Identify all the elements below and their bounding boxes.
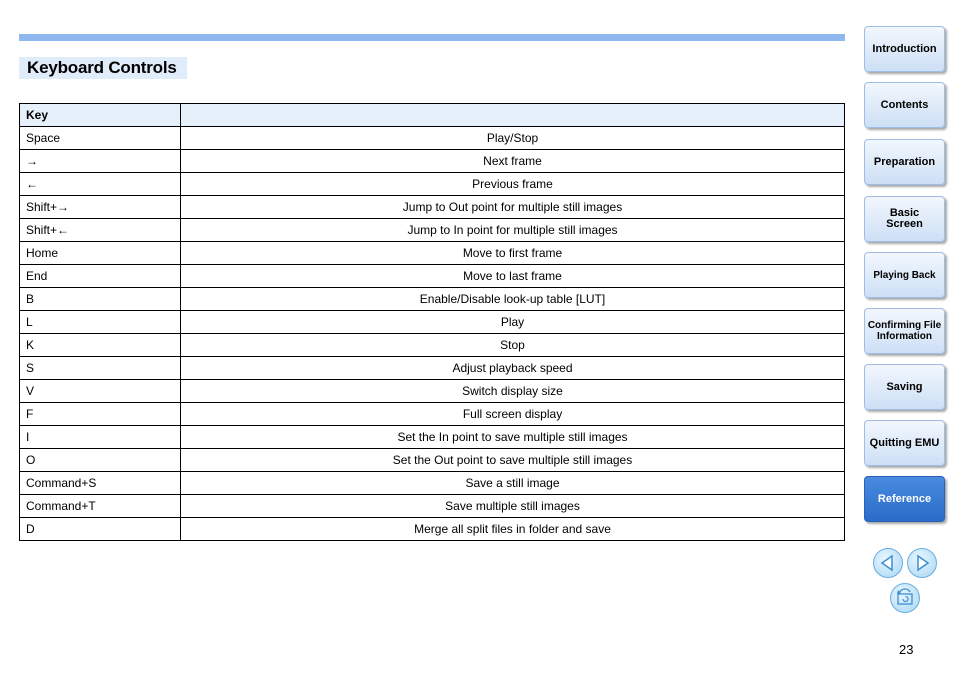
table-row	[20, 403, 845, 426]
action-cell: Set the Out point to save multiple still images	[181, 449, 845, 472]
table-row	[20, 334, 845, 357]
key-cell: Command+S	[20, 472, 181, 495]
table-row	[20, 495, 845, 518]
action-cell: Previous frame	[181, 173, 845, 196]
action-cell: Jump to Out point for multiple still images	[181, 196, 845, 219]
nav-playing-back-button[interactable]: Playing Back	[864, 252, 945, 298]
key-cell: →	[20, 150, 181, 173]
key-cell: ←	[20, 173, 181, 196]
key-cell: D	[20, 518, 181, 541]
table-row	[20, 265, 845, 288]
table-row	[20, 173, 845, 196]
nav-contents-button[interactable]: Contents	[864, 82, 945, 128]
action-cell: Save a still image	[181, 472, 845, 495]
nav-confirming-file-information-button[interactable]: Confirming File Information	[864, 308, 945, 354]
action-cell: Merge all split files in folder and save	[181, 518, 845, 541]
table-row	[20, 196, 845, 219]
page-number: 23	[899, 642, 914, 657]
key-cell: Command+T	[20, 495, 181, 518]
key-cell: S	[20, 357, 181, 380]
nav-basic-screen-button[interactable]: Basic Screen	[864, 196, 945, 242]
nav-introduction-button[interactable]: Introduction	[864, 26, 945, 72]
table-row	[20, 357, 845, 380]
key-cell: I	[20, 426, 181, 449]
table-row	[20, 380, 845, 403]
table-row	[20, 518, 845, 541]
key-cell: Shift+←	[20, 219, 181, 242]
nav-saving-button[interactable]: Saving	[864, 364, 945, 410]
arrow-right-icon	[908, 549, 936, 577]
arrow-left-icon	[874, 549, 902, 577]
action-cell: Enable/Disable look-up table [LUT]	[181, 288, 845, 311]
table-row	[20, 127, 845, 150]
table-row	[20, 242, 845, 265]
action-cell: Adjust playback speed	[181, 357, 845, 380]
key-cell: F	[20, 403, 181, 426]
table-row	[20, 426, 845, 449]
previous-page-button[interactable]	[873, 548, 903, 578]
action-cell: Set the In point to save multiple still images	[181, 426, 845, 449]
nav-preparation-button[interactable]: Preparation	[864, 139, 945, 185]
key-cell: L	[20, 311, 181, 334]
key-cell: Shift+→	[20, 196, 181, 219]
action-cell: Switch display size	[181, 380, 845, 403]
table-row	[20, 150, 845, 173]
page-title: Keyboard Controls	[19, 57, 187, 79]
key-cell: K	[20, 334, 181, 357]
key-cell: B	[20, 288, 181, 311]
table-row	[20, 288, 845, 311]
key-cell: V	[20, 380, 181, 403]
action-cell: Move to last frame	[181, 265, 845, 288]
table-header-row	[20, 104, 845, 127]
return-icon	[891, 584, 919, 612]
top-accent-bar	[19, 34, 845, 41]
key-cell: End	[20, 265, 181, 288]
header-key: Key	[20, 104, 181, 127]
table-row	[20, 472, 845, 495]
nav-quitting-emu-button[interactable]: Quitting EMU	[864, 420, 945, 466]
table-row	[20, 449, 845, 472]
keyboard-controls-table	[19, 103, 845, 541]
action-cell: Play/Stop	[181, 127, 845, 150]
action-cell: Full screen display	[181, 403, 845, 426]
key-cell: O	[20, 449, 181, 472]
return-button[interactable]	[890, 583, 920, 613]
table-row	[20, 311, 845, 334]
action-cell: Stop	[181, 334, 845, 357]
action-cell: Jump to In point for multiple still images	[181, 219, 845, 242]
action-cell: Next frame	[181, 150, 845, 173]
header-action	[181, 104, 845, 127]
action-cell: Play	[181, 311, 845, 334]
action-cell: Save multiple still images	[181, 495, 845, 518]
key-cell: Space	[20, 127, 181, 150]
action-cell: Move to first frame	[181, 242, 845, 265]
nav-reference-button[interactable]: Reference	[864, 476, 945, 522]
table-row	[20, 219, 845, 242]
key-cell: Home	[20, 242, 181, 265]
next-page-button[interactable]	[907, 548, 937, 578]
